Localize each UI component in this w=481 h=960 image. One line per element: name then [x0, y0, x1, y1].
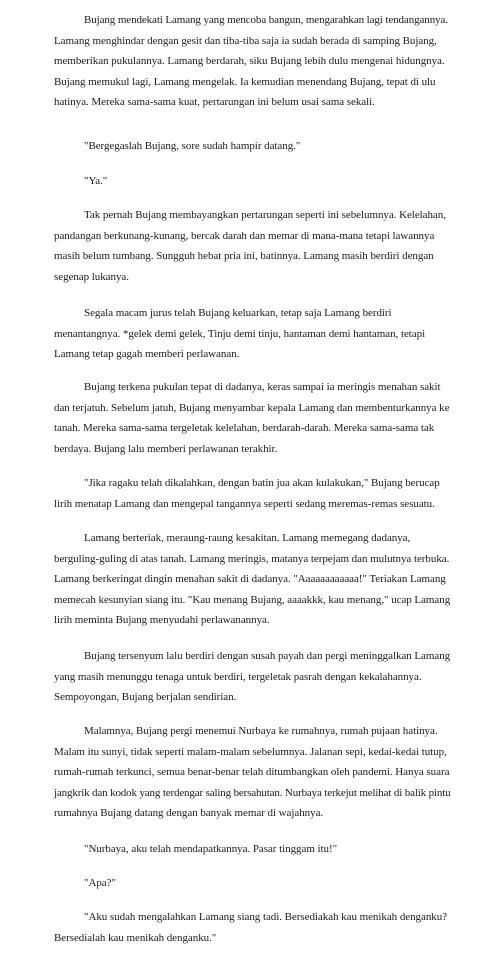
text-line: Lamang tetap gagah memberi perlawanan.: [54, 348, 240, 360]
text-line: segenap lukanya.: [54, 270, 129, 283]
text-line: dan terjatuh. Sebelum jatuh, Bujang menyambar kepala Lamang dan membenturkannya ke: [54, 401, 450, 414]
paragraph: [54, 646, 450, 708]
text-line: memberikan pukulannya. Lamang berdarah, siku Bujang lebih dulu mengenai hidungnya.: [54, 55, 445, 67]
text-line: Sempoyongan, Bujang berjalan sendirian.: [54, 691, 237, 703]
text-line: "Bergegaslah Bujang, sore sudah hampir datang.": [84, 140, 301, 152]
text-line: pandangan berkunang-kunang, bercak darah dan memar di mana-mana tetapi lawannya: [54, 229, 435, 242]
text-line: Malamnya, Bujang pergi menemui Nurbaya ke rumahnya, rumah pujaan hatinya.: [84, 725, 438, 737]
paragraph: [54, 839, 450, 860]
paragraph: [54, 205, 450, 287]
text-line: "Jika ragaku telah dikalahkan, dengan batin jua akan kulakukan," Bujang berucap: [84, 477, 440, 489]
text-line: tanah. Mereka sama-sama tergeletak kelelahan, berdarah-darah. Mereka sama-sama tak: [54, 422, 435, 434]
text-line: jangkrik dan kodok yang terdengar saling bersahutan. Nurbaya terkejut melihat di balik pintu: [54, 786, 451, 799]
text-line: yang masih menunggu tenaga untuk berdiri, tergeletak pasrah dengan kekalahannya.: [54, 670, 422, 683]
text-line: menantangnya. *gelek demi gelek, Tinju demi tinju, hantaman demi hantaman, tetapi: [54, 327, 426, 340]
text-line: memecah kesunyian siang itu. "Kau menang Bujang, aaaakkk, kau menang," ucap Lamang: [54, 593, 451, 606]
text-line: hatinya. Mereka sama-sama kuat, pertarungan ini belum usai sama sekali.: [54, 96, 375, 108]
text-line: rumah-rumah terkunci, semua benar-benar telah ditumbangkan oleh pandemi. Hanya suara: [54, 766, 450, 778]
text-line: Bujang memukul lagi, Lamang mengelak. Ia kemudian menendang Bujang, tepat di ulu: [54, 75, 436, 88]
paragraph: [54, 873, 450, 894]
text-line: Lamang menghindar dengan gesit dan tiba-tiba saja ia sudah berada di samping Bujang,: [54, 34, 437, 47]
paragraph: [54, 473, 450, 514]
text-line: lirih menatap Lamang dan mengepal tangannya seperti sedang meremas-remas sesuatu.: [54, 497, 435, 510]
text-line: "Nurbaya, aku telah mendapatkannya. Pasar tinggam itu!": [84, 843, 338, 855]
text-line: berdaya. Bujang lalu memberi perlawanan terakhir.: [54, 442, 278, 455]
paragraph: [54, 303, 450, 365]
text-line: lirih meminta Bujang menyudahi perlawanannya.: [54, 614, 270, 626]
paragraph: [54, 171, 450, 192]
paragraph: [54, 10, 450, 113]
text-line: Malam itu sunyi, tidak seperti malam-malam sebelumnya. Jalanan sepi, kedai-kedai tutup,: [54, 745, 447, 758]
paragraph: [54, 907, 450, 948]
text-line: Lamang berkeringat dingin menahan sakit di dadanya. "Aaaaaaaaaaaa!" Teriakan Lamang: [54, 573, 446, 585]
text-line: "Apa?": [84, 877, 116, 889]
paragraph: [54, 528, 450, 631]
text-line: Bersedialah kau menikah denganku.": [54, 931, 217, 944]
text-line: Bujang tersenyum lalu berdiri dengan susah payah dan pergi meninggalkan Lamang: [84, 650, 451, 662]
text-line: Tak pernah Bujang membayangkan pertarungan seperti ini sebelumnya. Kelelahan,: [84, 209, 446, 221]
paragraph: [54, 721, 450, 824]
text-line: masih belum tumbang. Sungguh hebat pria ini, batinnya. Lamang masih berdiri dengan: [54, 250, 434, 262]
text-line: berguling-guling di atas tanah. Lamang meringis, matanya terpejam dan mulutnya terbuka.: [54, 552, 450, 565]
text-line: Bujang terkena pukulan tepat di dadanya, keras sampai ia meringis menahan sakit: [84, 381, 441, 393]
text-line: Bujang mendekati Lamang yang mencoba bangun, mengarahkan lagi tendangannya.: [84, 14, 448, 26]
text-line: "Ya.": [84, 175, 108, 187]
paragraph: [54, 377, 450, 459]
text-line: Lamang berteriak, meraung-raung kesakitan. Lamang memegang dadanya,: [84, 532, 411, 544]
paragraph: [54, 136, 450, 157]
text-line: Segala macam jurus telah Bujang keluarkan, tetap saja Lamang berdiri: [84, 307, 392, 319]
text-line: rumahnya Bujang datang dengan banyak memar di wajahnya.: [54, 807, 324, 819]
text-line: "Aku sudah mengalahkan Lamang siang tadi. Bersediakah kau menikah denganku?: [84, 911, 448, 923]
